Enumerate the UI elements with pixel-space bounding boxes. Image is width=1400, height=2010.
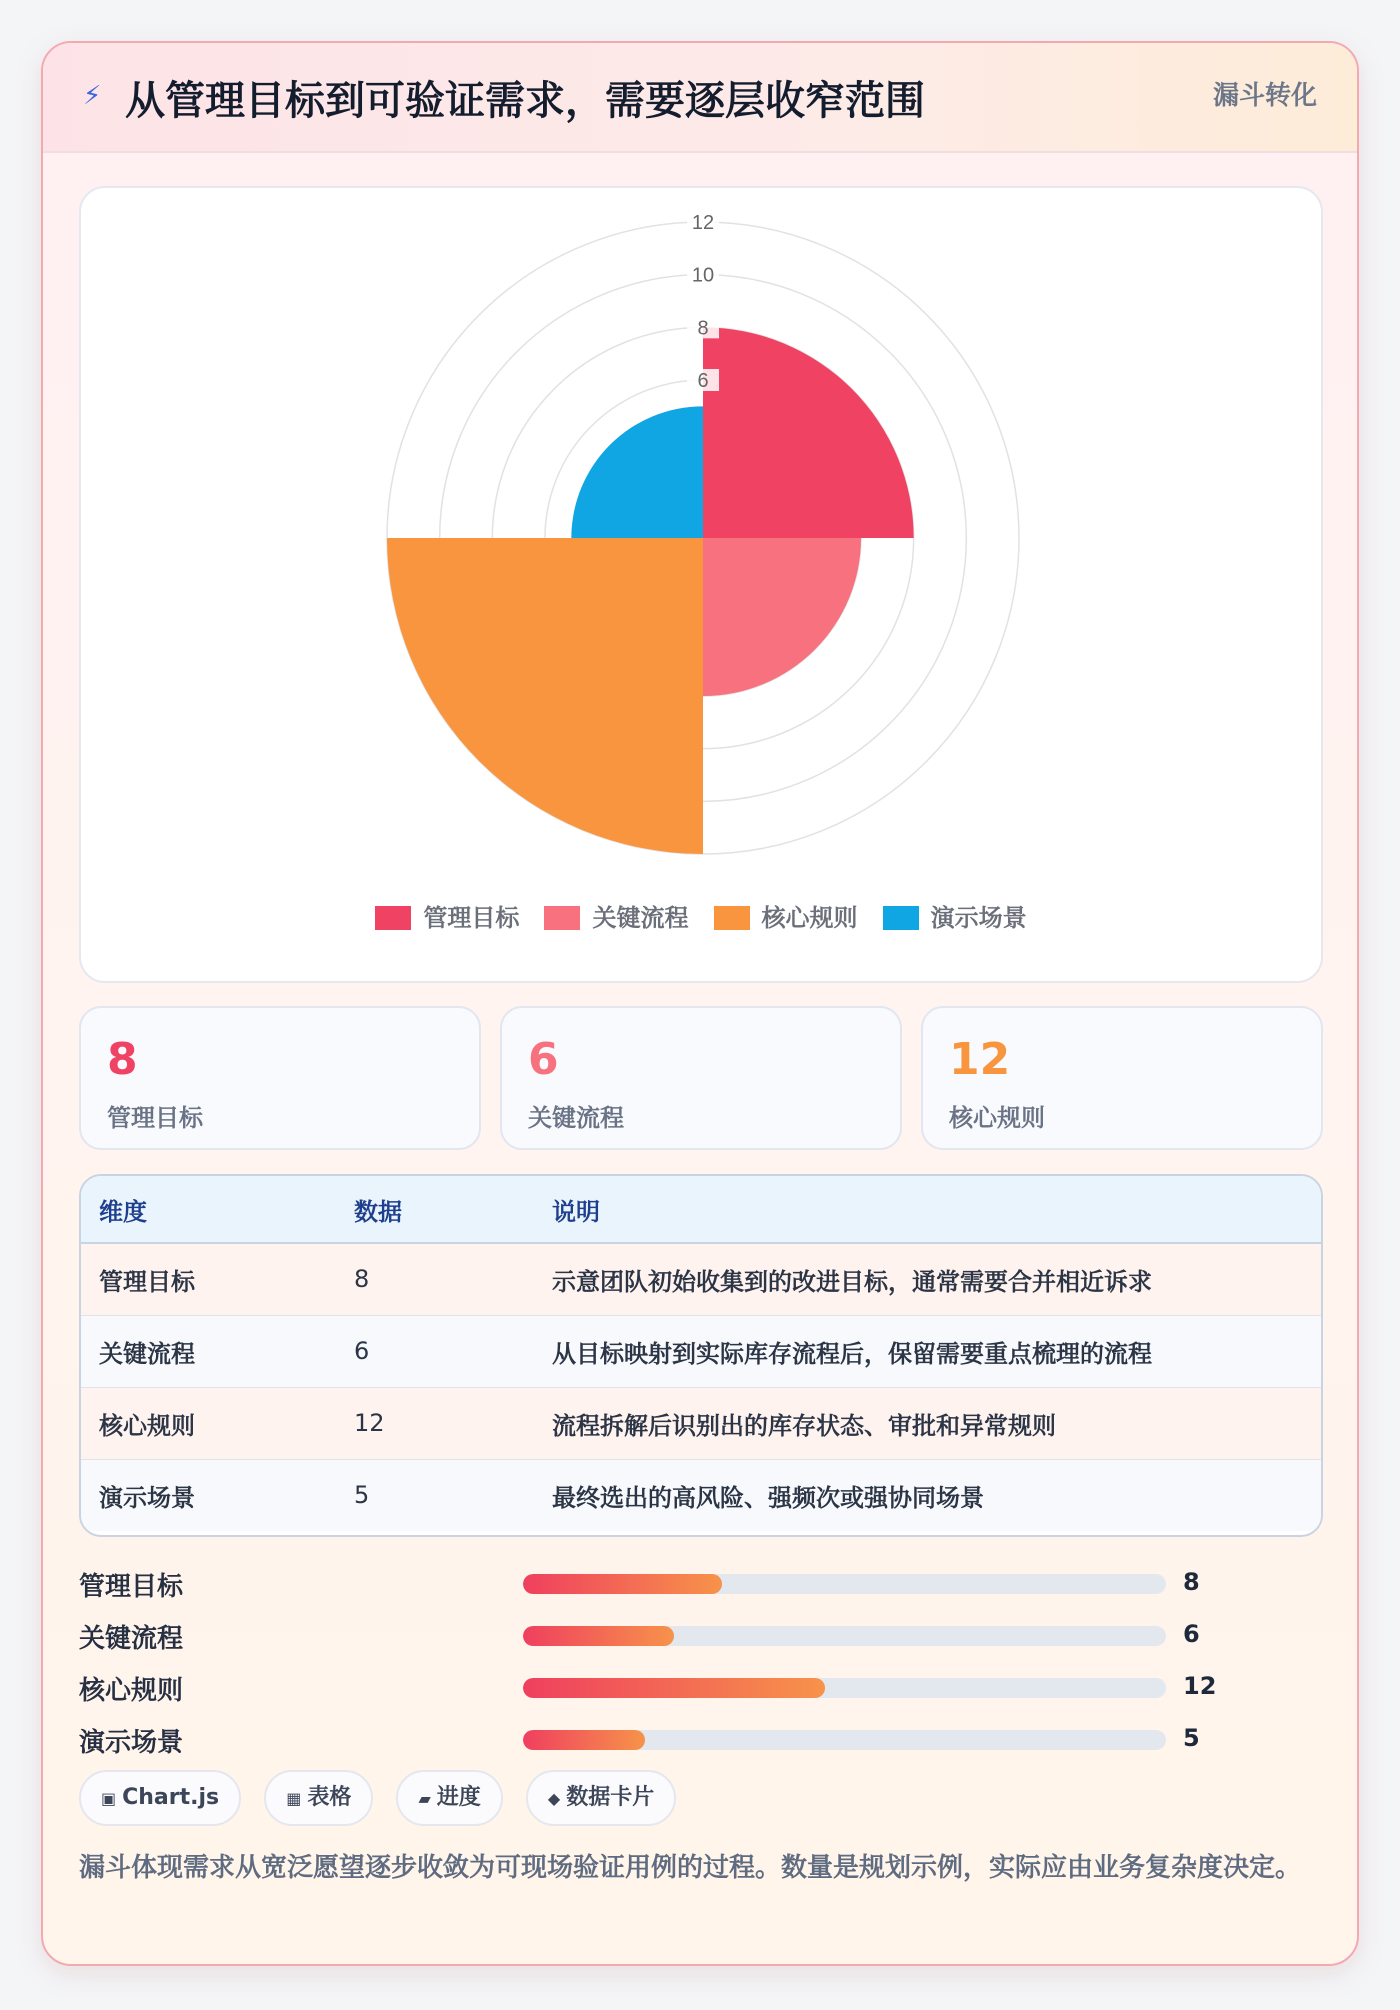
lightning-icon: ⚡ — [83, 81, 102, 111]
legend-item-1[interactable] — [544, 898, 688, 933]
table-cell: 6 — [354, 1315, 552, 1387]
stat-label: 管理目标 — [107, 1104, 203, 1132]
legend-swatch-3 — [883, 906, 919, 930]
legend-item-2[interactable] — [714, 898, 858, 933]
progress-value: 8 — [1183, 1568, 1200, 1596]
wedge-关键流程[interactable] — [703, 538, 861, 696]
chart-panel — [79, 186, 1323, 983]
table-header-row — [81, 1176, 1321, 1243]
chip-chartjs[interactable] — [79, 1770, 241, 1826]
card-header — [43, 43, 1357, 153]
legend-label-2: 核心规则 — [761, 904, 858, 932]
legend-label-1: 关键流程 — [592, 904, 689, 932]
progress-row-3 — [79, 1718, 1323, 1758]
progress-fill — [523, 1730, 645, 1750]
tick-label: 6 — [697, 370, 709, 392]
table-cell: 5 — [354, 1459, 552, 1531]
legend-label-3: 演示场景 — [930, 904, 1027, 932]
column-header: 数据 — [354, 1176, 552, 1243]
chip-label: 数据卡片 — [566, 1785, 655, 1810]
progress-row-1 — [79, 1614, 1323, 1654]
table-icon: ▦ — [286, 1789, 302, 1808]
legend-item-3[interactable] — [883, 898, 1027, 933]
table-row — [81, 1315, 1321, 1387]
table-cell: 流程拆解后识别出的库存状态、审批和异常规则 — [552, 1387, 1321, 1459]
polar-area-chart — [81, 188, 1325, 888]
chart-legend — [81, 898, 1321, 933]
table-cell: 最终选出的高风险、强频次或强协同场景 — [552, 1459, 1321, 1531]
progress-row-0 — [79, 1562, 1323, 1602]
table-row — [81, 1243, 1321, 1315]
progress-label: 关键流程 — [79, 1624, 184, 1654]
progress-fill — [523, 1678, 825, 1698]
tick-label: 8 — [697, 317, 709, 340]
chart-icon: ▣ — [101, 1789, 117, 1808]
table-row — [81, 1459, 1321, 1531]
progress-track — [523, 1574, 1166, 1594]
chip-label: Chart.js — [122, 1785, 220, 1810]
data-table — [79, 1174, 1323, 1537]
footnote: 漏斗体现需求从宽泛愿望逐步收敛为可现场验证用例的过程。数量是规划示例，实际应由业务复杂度决定。 — [79, 1853, 1302, 1883]
progress-track — [523, 1626, 1166, 1646]
progress-value: 12 — [1183, 1672, 1217, 1700]
stat-label: 关键流程 — [528, 1104, 624, 1132]
progress-icon: ▰ — [418, 1789, 431, 1808]
column-header: 维度 — [81, 1176, 354, 1243]
progress-label: 核心规则 — [79, 1676, 184, 1706]
table-cell: 演示场景 — [81, 1459, 354, 1531]
chip-label: 进度 — [436, 1785, 481, 1810]
stat-card-1 — [500, 1006, 902, 1150]
stat-card-2 — [921, 1006, 1323, 1150]
table-cell: 8 — [354, 1243, 552, 1315]
card-title: 从管理目标到可验证需求，需要逐层收窄范围 — [125, 78, 925, 124]
legend-swatch-2 — [714, 906, 750, 930]
stat-value: 8 — [107, 1034, 138, 1085]
table-cell: 关键流程 — [81, 1315, 354, 1387]
chip-label: 表格 — [307, 1785, 352, 1810]
legend-swatch-1 — [544, 906, 580, 930]
stat-value: 12 — [949, 1034, 1011, 1085]
tick-label: 12 — [691, 212, 715, 234]
tech-chips — [79, 1770, 694, 1826]
table-cell: 核心规则 — [81, 1387, 354, 1459]
table-cell: 12 — [354, 1387, 552, 1459]
column-header: 说明 — [552, 1176, 1321, 1243]
table-row — [81, 1387, 1321, 1459]
stat-label: 核心规则 — [949, 1104, 1045, 1132]
chip-table[interactable] — [264, 1770, 373, 1826]
progress-label: 管理目标 — [79, 1572, 184, 1602]
progress-fill — [523, 1574, 722, 1594]
table-cell: 管理目标 — [81, 1243, 354, 1315]
wedge-管理目标[interactable] — [703, 327, 914, 538]
stat-card-0 — [79, 1006, 481, 1150]
progress-label: 演示场景 — [79, 1728, 184, 1758]
table-cell: 示意团队初始收集到的改进目标，通常需要合并相近诉求 — [552, 1243, 1321, 1315]
progress-track — [523, 1678, 1166, 1698]
header-tag: 漏斗转化 — [1212, 81, 1317, 111]
data-card-icon: ◆ — [547, 1789, 561, 1808]
progress-row-2 — [79, 1666, 1323, 1706]
chip-progress[interactable] — [396, 1770, 502, 1826]
stat-value: 6 — [528, 1034, 559, 1085]
progress-value: 6 — [1183, 1620, 1200, 1648]
progress-fill — [523, 1626, 674, 1646]
wedge-核心规则[interactable] — [387, 538, 703, 854]
tick-label: 10 — [691, 264, 715, 287]
legend-swatch-0 — [375, 906, 411, 930]
legend-label-0: 管理目标 — [423, 904, 520, 932]
table-cell: 从目标映射到实际库存流程后，保留需要重点梳理的流程 — [552, 1315, 1321, 1387]
funnel-card — [41, 41, 1359, 1966]
progress-value: 5 — [1183, 1724, 1200, 1752]
chip-data-card[interactable] — [526, 1770, 676, 1826]
legend-item-0[interactable] — [375, 898, 519, 933]
progress-track — [523, 1730, 1166, 1750]
